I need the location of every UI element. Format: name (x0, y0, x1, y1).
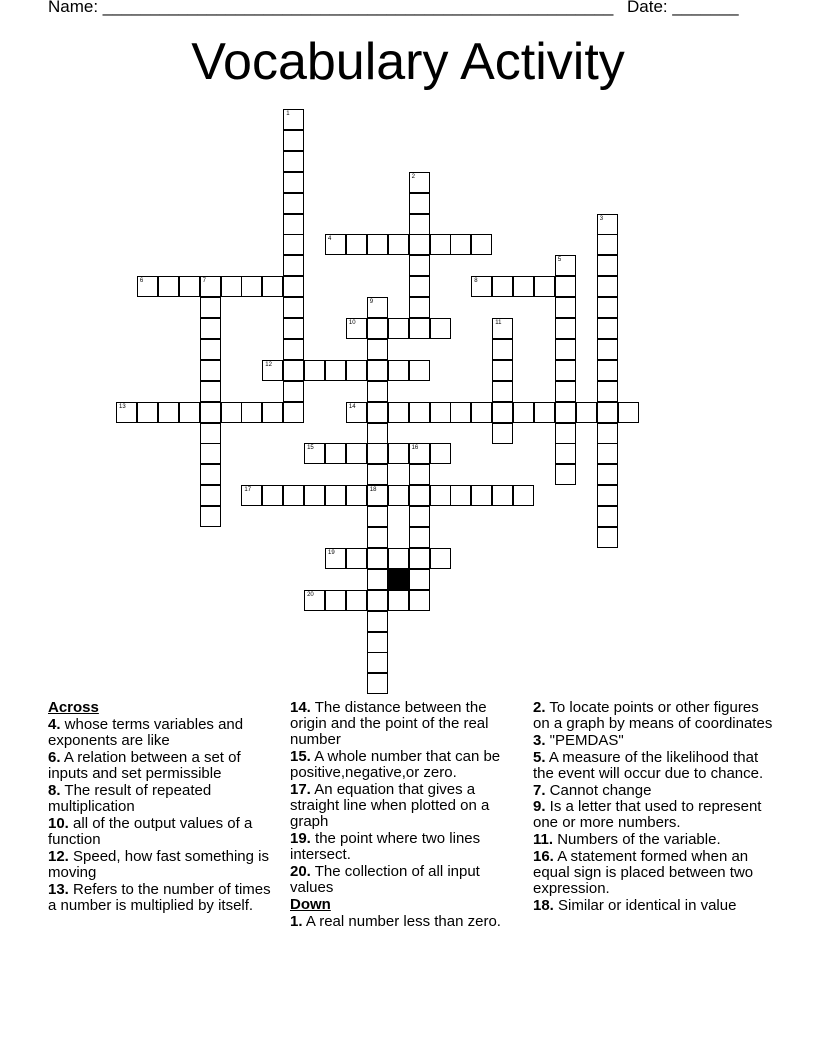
grid-cell[interactable] (597, 360, 618, 381)
grid-cell[interactable] (492, 485, 513, 506)
grid-clue-number: 3 (599, 215, 604, 222)
grid-clue-number: 18 (369, 487, 377, 494)
grid-cell[interactable] (492, 339, 513, 360)
grid-clue-number: 13 (119, 403, 126, 410)
grid-cell[interactable] (409, 360, 430, 381)
grid-cell[interactable] (555, 423, 576, 444)
grid-cell[interactable] (200, 318, 221, 339)
grid-cell[interactable] (346, 360, 367, 381)
grid-cell[interactable] (179, 402, 200, 423)
grid-clue-number: 2 (411, 173, 415, 180)
grid-cell[interactable] (262, 360, 283, 381)
grid-cell[interactable] (471, 402, 492, 423)
grid-cell[interactable] (367, 652, 388, 673)
grid-cell[interactable] (597, 527, 618, 548)
grid-cell[interactable] (597, 443, 618, 464)
grid-cell[interactable] (367, 569, 388, 590)
grid-clue-number: 14 (348, 403, 356, 410)
grid-cell[interactable] (388, 402, 409, 423)
grid-cell[interactable] (283, 234, 304, 255)
grid-cell[interactable] (597, 297, 618, 318)
grid-cell[interactable] (241, 402, 262, 423)
grid-cell[interactable] (367, 423, 388, 444)
down-heading: Down (290, 895, 331, 913)
grid-cell[interactable] (367, 339, 388, 360)
grid-clue-number: 6 (139, 278, 144, 285)
grid-cell[interactable] (367, 611, 388, 632)
grid-cell[interactable] (283, 172, 304, 193)
clue-across-4: 4. whose terms variables and exponents are like (48, 716, 244, 750)
grid-cell[interactable] (283, 276, 304, 297)
grid-cell[interactable] (346, 234, 367, 255)
grid-cell[interactable] (597, 318, 618, 339)
grid-cell[interactable] (597, 485, 618, 506)
grid-cell[interactable] (409, 214, 430, 235)
grid-cell[interactable] (555, 255, 576, 276)
grid-cell[interactable] (450, 402, 471, 423)
grid-cell[interactable] (221, 402, 242, 423)
grid-cell[interactable] (597, 506, 618, 527)
grid-cell[interactable] (200, 381, 221, 402)
grid-cell[interactable] (200, 339, 221, 360)
grid-clue-number: 7 (202, 278, 206, 285)
grid-cell[interactable] (283, 297, 304, 318)
clue-across-8: 8. The result of repeated multiplication (48, 782, 212, 816)
grid-cell[interactable] (367, 360, 388, 381)
grid-cell[interactable] (534, 276, 555, 297)
grid-cell[interactable] (367, 381, 388, 402)
grid-cell[interactable] (597, 339, 618, 360)
grid-cell[interactable] (388, 590, 409, 611)
grid-cell[interactable] (388, 443, 409, 464)
grid-cell[interactable] (346, 402, 367, 423)
grid-clue-number: 10 (348, 320, 356, 326)
clue-down-9: 9. Is a letter that used to represent one or more numbers. (533, 798, 762, 832)
grid-clue-number: 19 (328, 549, 335, 556)
grid-clue-number: 11 (495, 320, 502, 326)
grid-cell[interactable] (283, 339, 304, 360)
grid-cell[interactable] (367, 527, 388, 548)
grid-cell[interactable] (471, 485, 492, 506)
grid-cell[interactable] (325, 234, 346, 255)
grid-cell[interactable] (325, 548, 346, 569)
grid-cell[interactable] (409, 297, 430, 318)
grid-cell[interactable] (450, 234, 471, 255)
grid-clue-number: 15 (307, 445, 314, 452)
black-square (388, 569, 409, 590)
grid-cell[interactable] (200, 443, 221, 464)
grid-cell[interactable] (618, 402, 639, 423)
clue-down-1: 1. A real number less than zero. (290, 913, 501, 931)
clue-down-2: 2. To locate points or other figures on a graph by means of coordinates (533, 699, 773, 733)
grid-cell[interactable] (346, 443, 367, 464)
grid-cell[interactable] (367, 297, 388, 318)
grid-cell[interactable] (367, 464, 388, 485)
grid-clue-number: 1 (286, 111, 290, 117)
grid-cell[interactable] (304, 485, 325, 506)
grid-cell[interactable] (388, 360, 409, 381)
grid-cell[interactable] (409, 443, 430, 464)
clue-down-11: 11. Numbers of the variable. (533, 831, 721, 849)
grid-cell[interactable] (409, 569, 430, 590)
date-field-label: Date: _______ (627, 0, 739, 16)
grid-cell[interactable] (283, 214, 304, 235)
clue-across-17: 17. An equation that gives a straight line when plotted on a graph (290, 781, 490, 831)
grid-cell[interactable] (597, 381, 618, 402)
grid-cell[interactable] (283, 151, 304, 172)
clue-down-3: 3. "PEMDAS" (533, 731, 624, 749)
grid-cell[interactable] (388, 234, 409, 255)
clue-down-7: 7. Cannot change (533, 781, 652, 799)
grid-cell[interactable] (116, 402, 137, 423)
clues-column-1 (48, 700, 276, 915)
grid-cell[interactable] (367, 234, 388, 255)
grid-cell[interactable] (304, 443, 325, 464)
grid-cell[interactable] (492, 402, 513, 423)
grid-cell[interactable] (179, 276, 200, 297)
grid-cell[interactable] (555, 318, 576, 339)
grid-cell[interactable] (200, 423, 221, 444)
grid-cell[interactable] (409, 193, 430, 214)
grid-cell[interactable] (513, 276, 534, 297)
grid-cell[interactable] (200, 402, 221, 423)
grid-cell[interactable] (241, 485, 262, 506)
grid-cell[interactable] (367, 590, 388, 611)
grid-cell[interactable] (409, 548, 430, 569)
grid-cell[interactable] (388, 548, 409, 569)
grid-cell[interactable] (137, 402, 158, 423)
clue-across-12: 12. Speed, how fast something is moving (48, 847, 269, 882)
grid-clue-number: 5 (557, 257, 562, 264)
grid-cell[interactable] (555, 339, 576, 360)
clue-down-18: 18. Similar or identical in value (533, 896, 737, 914)
grid-cell[interactable] (492, 318, 513, 339)
grid-cell[interactable] (283, 402, 304, 423)
grid-cell[interactable] (409, 464, 430, 485)
page-title: Vocabulary Activity (191, 33, 625, 91)
grid-cell[interactable] (367, 673, 388, 694)
grid-cell[interactable] (555, 443, 576, 464)
grid-cell[interactable] (409, 318, 430, 339)
grid-cell[interactable] (200, 297, 221, 318)
grid-cell[interactable] (221, 276, 242, 297)
grid-clue-number: 4 (328, 236, 332, 243)
grid-cell[interactable] (409, 506, 430, 527)
grid-cell[interactable] (283, 485, 304, 506)
grid-cell[interactable] (492, 381, 513, 402)
grid-cell[interactable] (367, 632, 388, 653)
grid-cell[interactable] (450, 485, 471, 506)
grid-cell[interactable] (158, 276, 179, 297)
grid-cell[interactable] (367, 548, 388, 569)
grid-cell[interactable] (346, 548, 367, 569)
grid-cell[interactable] (346, 485, 367, 506)
grid-cell[interactable] (367, 318, 388, 339)
grid-cell[interactable] (409, 402, 430, 423)
grid-cell[interactable] (367, 485, 388, 506)
grid-cell[interactable] (430, 548, 451, 569)
grid-cell[interactable] (409, 485, 430, 506)
grid-cell[interactable] (283, 130, 304, 151)
grid-cell[interactable] (200, 506, 221, 527)
grid-cell[interactable] (283, 360, 304, 381)
clue-across-6: 6. A relation between a set of inputs and set permissible (48, 749, 241, 783)
grid-cell[interactable] (597, 276, 618, 297)
grid-cell[interactable] (555, 360, 576, 381)
across-heading: Across (48, 699, 99, 716)
clue-down-16: 16. A statement formed when an equal sign is placed between two expression. (533, 847, 754, 898)
grid-cell[interactable] (388, 485, 409, 506)
grid-clue-number: 9 (369, 299, 374, 306)
grid-cell[interactable] (492, 423, 513, 444)
grid-clue-number: 16 (411, 445, 419, 452)
grid-cell[interactable] (555, 381, 576, 402)
grid-cell[interactable] (597, 234, 618, 255)
clues-column-3 (533, 700, 773, 915)
grid-cell[interactable] (597, 423, 618, 444)
grid-cell[interactable] (283, 109, 304, 130)
grid-cell[interactable] (597, 464, 618, 485)
clues-column-2 (290, 700, 518, 931)
grid-cell[interactable] (597, 255, 618, 276)
grid-cell[interactable] (409, 172, 430, 193)
grid-cell[interactable] (262, 402, 283, 423)
grid-cell[interactable] (576, 402, 597, 423)
grid-cell[interactable] (409, 527, 430, 548)
name-field-label: Name: ______________________________________________________ (48, 0, 614, 16)
grid-cell[interactable] (409, 255, 430, 276)
grid-cell[interactable] (325, 360, 346, 381)
grid-cell[interactable] (158, 402, 179, 423)
grid-cell[interactable] (346, 318, 367, 339)
grid-cell[interactable] (346, 590, 367, 611)
clue-across-15: 15. A whole number that can be positive,negative,or zero. (290, 748, 501, 782)
grid-cell[interactable] (409, 234, 430, 255)
grid-cell[interactable] (409, 276, 430, 297)
grid-cell[interactable] (555, 464, 576, 485)
grid-cell[interactable] (283, 381, 304, 402)
grid-cell[interactable] (200, 464, 221, 485)
grid-cell[interactable] (283, 193, 304, 214)
grid-cell[interactable] (283, 318, 304, 339)
grid-cell[interactable] (241, 276, 262, 297)
grid-cell[interactable] (262, 276, 283, 297)
grid-cell[interactable] (262, 485, 283, 506)
grid-cell[interactable] (430, 402, 451, 423)
grid-cell[interactable] (492, 276, 513, 297)
grid-cell[interactable] (325, 443, 346, 464)
grid-cell[interactable] (534, 402, 555, 423)
clue-across-10: 10. all of the output values of a function (48, 814, 253, 849)
grid-cell[interactable] (325, 590, 346, 611)
grid-cell[interactable] (367, 443, 388, 464)
grid-cell[interactable] (555, 276, 576, 297)
grid-cell[interactable] (304, 360, 325, 381)
grid-cell[interactable] (200, 360, 221, 381)
grid-cell[interactable] (200, 485, 221, 506)
grid-cell[interactable] (555, 402, 576, 423)
clue-across-14: 14. The distance between the origin and the point of the real number (290, 699, 489, 749)
grid-cell[interactable] (430, 234, 451, 255)
grid-cell[interactable] (409, 590, 430, 611)
grid-cell[interactable] (137, 276, 158, 297)
grid-clue-number: 20 (307, 591, 314, 598)
grid-cell[interactable] (367, 506, 388, 527)
grid-clue-number: 17 (244, 487, 252, 494)
grid-clue-number: 12 (265, 361, 272, 368)
grid-cell[interactable] (513, 485, 534, 506)
grid-cell[interactable] (325, 485, 346, 506)
grid-cell[interactable] (430, 485, 451, 506)
grid-cell[interactable] (430, 318, 451, 339)
clue-across-19: 19. the point where two lines intersect. (290, 830, 481, 864)
grid-cell[interactable] (200, 276, 221, 297)
clue-down-5: 5. A measure of the likelihood that the event will occur due to chance. (533, 748, 764, 782)
clue-across-13: 13. Refers to the number of times a number is multiplied by itself. (48, 880, 271, 914)
grid-cell[interactable] (471, 276, 492, 297)
grid-cell[interactable] (304, 590, 325, 611)
grid-cell[interactable] (597, 214, 618, 235)
grid-cell[interactable] (492, 360, 513, 381)
grid-clue-number: 8 (474, 278, 478, 285)
grid-cell[interactable] (367, 402, 388, 423)
grid-cell[interactable] (388, 318, 409, 339)
grid-cell[interactable] (555, 297, 576, 318)
grid-cell[interactable] (430, 443, 451, 464)
clue-across-20: 20. The collection of all input values (290, 863, 480, 897)
grid-cell[interactable] (283, 255, 304, 276)
grid-cell[interactable] (597, 402, 618, 423)
grid-cell[interactable] (513, 402, 534, 423)
grid-cell[interactable] (471, 234, 492, 255)
